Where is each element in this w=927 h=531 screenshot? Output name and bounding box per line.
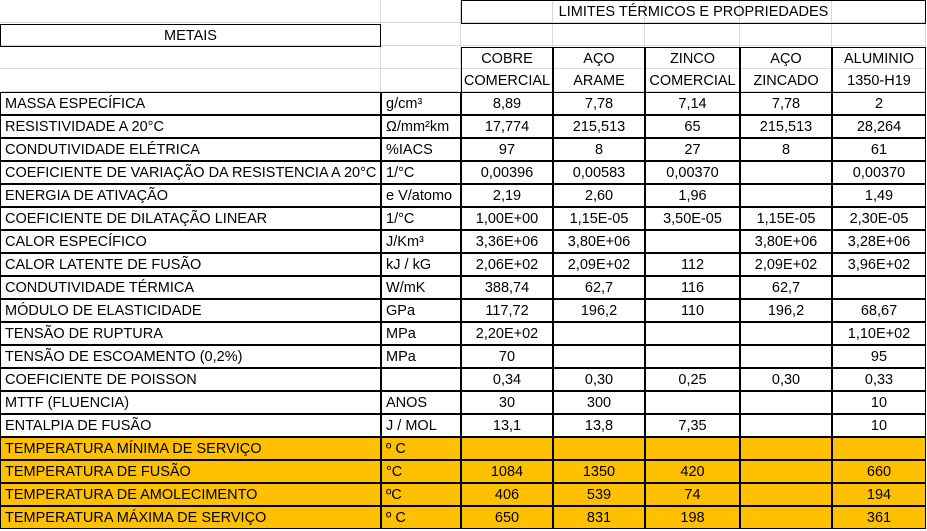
value-cell[interactable] [740, 322, 832, 345]
header-grid-cell[interactable] [381, 0, 461, 23]
row-unit[interactable]: º C [381, 506, 461, 529]
value-cell[interactable]: 10 [832, 391, 926, 414]
row-label[interactable]: TEMPERATURA MÍNIMA DE SERVIÇO [0, 437, 381, 460]
row-unit[interactable]: º C [381, 437, 461, 460]
row-label[interactable]: COEFICIENTE DE POISSON [0, 368, 381, 391]
header-grid-cell[interactable] [461, 23, 553, 46]
column-header-line1[interactable]: AÇO [740, 47, 832, 70]
row-unit[interactable]: %IACS [381, 138, 461, 161]
value-cell[interactable]: 65 [645, 115, 740, 138]
value-cell[interactable]: 7,78 [740, 92, 832, 115]
value-cell[interactable]: 0,00396 [461, 161, 553, 184]
row-label[interactable]: TEMPERATURA MÁXIMA DE SERVIÇO [0, 506, 381, 529]
column-header-line1[interactable]: AÇO [553, 47, 645, 70]
row-label[interactable]: MASSA ESPECÍFICA [0, 92, 381, 115]
value-cell[interactable]: 215,513 [740, 115, 832, 138]
value-cell[interactable] [740, 483, 832, 506]
value-cell[interactable]: 17,774 [461, 115, 553, 138]
row-label[interactable]: TEMPERATURA DE FUSÃO [0, 460, 381, 483]
row-unit[interactable]: MPa [381, 322, 461, 345]
value-cell[interactable]: 8 [740, 138, 832, 161]
value-cell[interactable]: 0,33 [832, 368, 926, 391]
header-grid-cell[interactable] [0, 46, 381, 69]
row-unit[interactable]: kJ / kG [381, 253, 461, 276]
value-cell[interactable]: 1,15E-05 [740, 207, 832, 230]
row-unit[interactable]: 1/°C [381, 161, 461, 184]
value-cell[interactable] [740, 161, 832, 184]
value-cell[interactable]: 1,15E-05 [553, 207, 645, 230]
row-unit[interactable]: e V/atomo [381, 184, 461, 207]
value-cell[interactable] [740, 184, 832, 207]
value-cell[interactable]: 0,30 [553, 368, 645, 391]
header-grid-cell[interactable] [0, 69, 381, 92]
value-cell[interactable]: 361 [832, 506, 926, 529]
row-unit[interactable]: Ω/mm²km [381, 115, 461, 138]
row-label[interactable]: CALOR ESPECÍFICO [0, 230, 381, 253]
value-cell[interactable]: 7,78 [553, 92, 645, 115]
value-cell[interactable]: 117,72 [461, 299, 553, 322]
value-cell[interactable]: 61 [832, 138, 926, 161]
row-unit[interactable]: °C [381, 460, 461, 483]
value-cell[interactable]: 2 [832, 92, 926, 115]
header-grid-cell[interactable] [381, 23, 461, 46]
value-cell[interactable]: 3,36E+06 [461, 230, 553, 253]
value-cell[interactable] [645, 345, 740, 368]
value-cell[interactable]: 1,49 [832, 184, 926, 207]
value-cell[interactable] [740, 506, 832, 529]
value-cell[interactable]: 30 [461, 391, 553, 414]
value-cell[interactable]: 62,7 [740, 276, 832, 299]
value-cell[interactable]: 215,513 [553, 115, 645, 138]
metais-label[interactable]: METAIS [0, 24, 381, 47]
row-unit[interactable] [381, 368, 461, 391]
header-grid-cell[interactable] [645, 23, 740, 46]
value-cell[interactable]: 420 [645, 460, 740, 483]
row-label[interactable]: TENSÃO DE ESCOAMENTO (0,2%) [0, 345, 381, 368]
row-unit[interactable]: ºC [381, 483, 461, 506]
value-cell[interactable]: 1350 [553, 460, 645, 483]
value-cell[interactable]: 196,2 [740, 299, 832, 322]
header-grid-cell[interactable] [381, 46, 461, 69]
row-label[interactable]: ENERGIA DE ATIVAÇÃO [0, 184, 381, 207]
value-cell[interactable]: 2,20E+02 [461, 322, 553, 345]
value-cell[interactable] [645, 230, 740, 253]
value-cell[interactable] [645, 391, 740, 414]
value-cell[interactable]: 0,25 [645, 368, 740, 391]
column-header-line2[interactable]: 1350-H19 [832, 70, 926, 92]
row-unit[interactable]: ANOS [381, 391, 461, 414]
value-cell[interactable]: 198 [645, 506, 740, 529]
header-grid-cell[interactable] [381, 69, 461, 92]
value-cell[interactable]: 2,06E+02 [461, 253, 553, 276]
column-header-line2[interactable]: COMERCIAL [645, 70, 740, 92]
row-unit[interactable]: J/Km³ [381, 230, 461, 253]
value-cell[interactable]: 13,1 [461, 414, 553, 437]
value-cell[interactable]: 1,00E+00 [461, 207, 553, 230]
value-cell[interactable]: 3,96E+02 [832, 253, 926, 276]
value-cell[interactable] [461, 437, 553, 460]
value-cell[interactable]: 0,30 [740, 368, 832, 391]
value-cell[interactable] [740, 460, 832, 483]
value-cell[interactable]: 95 [832, 345, 926, 368]
value-cell[interactable]: 300 [553, 391, 645, 414]
row-label[interactable]: TENSÃO DE RUPTURA [0, 322, 381, 345]
row-label[interactable]: COEFICIENTE DE VARIAÇÃO DA RESISTENCIA A 20°C [0, 161, 381, 184]
row-label[interactable]: MTTF (FLUENCIA) [0, 391, 381, 414]
row-unit[interactable]: MPa [381, 345, 461, 368]
column-header-line2[interactable]: COMERCIAL [461, 70, 553, 92]
value-cell[interactable]: 110 [645, 299, 740, 322]
value-cell[interactable] [740, 345, 832, 368]
value-cell[interactable]: 0,00370 [645, 161, 740, 184]
value-cell[interactable]: 2,19 [461, 184, 553, 207]
value-cell[interactable]: 406 [461, 483, 553, 506]
value-cell[interactable] [740, 437, 832, 460]
value-cell[interactable]: 3,80E+06 [553, 230, 645, 253]
value-cell[interactable] [740, 414, 832, 437]
value-cell[interactable]: 3,28E+06 [832, 230, 926, 253]
value-cell[interactable]: 2,30E-05 [832, 207, 926, 230]
row-unit[interactable]: GPa [381, 299, 461, 322]
value-cell[interactable]: 7,35 [645, 414, 740, 437]
value-cell[interactable]: 8,89 [461, 92, 553, 115]
value-cell[interactable]: 388,74 [461, 276, 553, 299]
value-cell[interactable]: 3,80E+06 [740, 230, 832, 253]
value-cell[interactable]: 0,00583 [553, 161, 645, 184]
value-cell[interactable]: 3,50E-05 [645, 207, 740, 230]
value-cell[interactable]: 2,09E+02 [553, 253, 645, 276]
column-header-line1[interactable]: ZINCO [645, 47, 740, 70]
value-cell[interactable]: 116 [645, 276, 740, 299]
column-header-line1[interactable]: COBRE [461, 47, 553, 70]
value-cell[interactable]: 650 [461, 506, 553, 529]
header-grid-cell[interactable] [740, 23, 832, 46]
value-cell[interactable]: 0,00370 [832, 161, 926, 184]
column-header-line2[interactable]: ARAME [553, 70, 645, 92]
row-label[interactable]: CALOR LATENTE DE FUSÃO [0, 253, 381, 276]
value-cell[interactable]: 27 [645, 138, 740, 161]
value-cell[interactable]: 8 [553, 138, 645, 161]
value-cell[interactable]: 1084 [461, 460, 553, 483]
row-label[interactable]: CONDUTIVIDADE ELÉTRICA [0, 138, 381, 161]
value-cell[interactable]: 28,264 [832, 115, 926, 138]
column-header-line2[interactable]: ZINCADO [740, 70, 832, 92]
header-grid-cell[interactable] [832, 23, 926, 46]
value-cell[interactable]: 2,60 [553, 184, 645, 207]
value-cell[interactable]: 112 [645, 253, 740, 276]
value-cell[interactable] [553, 437, 645, 460]
value-cell[interactable] [832, 437, 926, 460]
value-cell[interactable] [553, 322, 645, 345]
value-cell[interactable]: 660 [832, 460, 926, 483]
value-cell[interactable]: 10 [832, 414, 926, 437]
header-grid-cell[interactable] [0, 0, 381, 23]
value-cell[interactable]: 2,09E+02 [740, 253, 832, 276]
row-label[interactable]: COEFICIENTE DE DILATAÇÃO LINEAR [0, 207, 381, 230]
value-cell[interactable]: 97 [461, 138, 553, 161]
value-cell[interactable]: 7,14 [645, 92, 740, 115]
row-unit[interactable]: 1/°C [381, 207, 461, 230]
value-cell[interactable] [645, 437, 740, 460]
value-cell[interactable]: 74 [645, 483, 740, 506]
row-unit[interactable]: g/cm³ [381, 92, 461, 115]
column-header-line1[interactable]: ALUMINIO [832, 47, 926, 70]
row-unit[interactable]: J / MOL [381, 414, 461, 437]
value-cell[interactable] [553, 345, 645, 368]
row-label[interactable]: MÓDULO DE ELASTICIDADE [0, 299, 381, 322]
row-label[interactable]: TEMPERATURA DE AMOLECIMENTO [0, 483, 381, 506]
value-cell[interactable] [740, 391, 832, 414]
value-cell[interactable] [645, 322, 740, 345]
value-cell[interactable]: 1,96 [645, 184, 740, 207]
value-cell[interactable] [832, 276, 926, 299]
value-cell[interactable]: 70 [461, 345, 553, 368]
title-banner[interactable]: LIMITES TÉRMICOS E PROPRIEDADES [461, 0, 926, 24]
value-cell[interactable]: 62,7 [553, 276, 645, 299]
row-label[interactable]: RESISTIVIDADE A 20°C [0, 115, 381, 138]
value-cell[interactable]: 13,8 [553, 414, 645, 437]
row-unit[interactable]: W/mK [381, 276, 461, 299]
value-cell[interactable]: 0,34 [461, 368, 553, 391]
value-cell[interactable]: 68,67 [832, 299, 926, 322]
value-cell[interactable]: 194 [832, 483, 926, 506]
value-cell[interactable]: 539 [553, 483, 645, 506]
row-label[interactable]: CONDUTIVIDADE TÉRMICA [0, 276, 381, 299]
header-grid-cell[interactable] [553, 23, 645, 46]
value-cell[interactable]: 831 [553, 506, 645, 529]
value-cell[interactable]: 1,10E+02 [832, 322, 926, 345]
value-cell[interactable]: 196,2 [553, 299, 645, 322]
row-label[interactable]: ENTALPIA DE FUSÃO [0, 414, 381, 437]
